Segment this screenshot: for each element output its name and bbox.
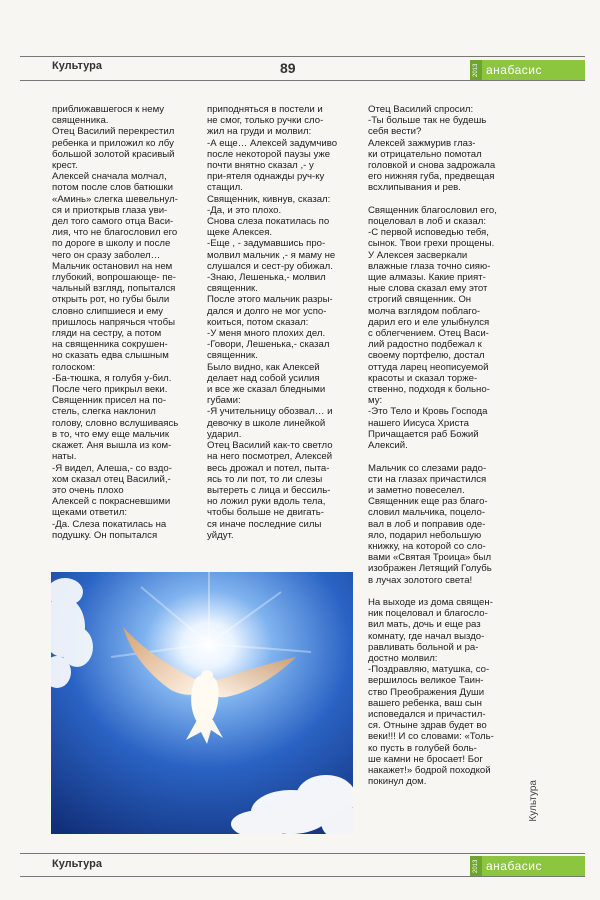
white-dove-in-sun-sky-icon	[51, 572, 353, 834]
header-rule-top	[20, 56, 585, 57]
footer-brand-year: 2013	[470, 856, 482, 876]
footer-brand-badge	[470, 856, 585, 876]
footer-rule-bottom	[20, 876, 585, 877]
footer-rule-top	[20, 853, 585, 854]
header-brand-badge	[470, 60, 585, 80]
header-section-title: Культура	[52, 60, 102, 72]
header-brand-year: 2013	[470, 60, 482, 80]
footer-section-title: Культура	[52, 858, 102, 870]
header-rule-bottom	[20, 80, 585, 81]
footer-brand-name: анабасис	[486, 859, 542, 873]
article-column-3: Отец Василий спросил: -Ты больше так не будешь себя вести? Алексей зажмурив глаз- ки отрицательно помотал головкой и снова задрожала его нижняя губа, предвещая всхлипывания и рев. Священник благословил его, поцеловал в лоб и сказал: -С первой исповедью тебя, сынок. Твои грехи прощены. У Алексея засверкали влажные глаза точно сияю- щие алмазы. Какие прият- ные слова сказал ему этот строгий священник. Он молча взглядом поблаго- дарил его и еле улыбнулся с облегчением. Отец Васи- лий радостно подбежал к своему портфелю, достал оттуда ларец неописуемой красоты и сказал торже- ственно, подходя к больно- му: -Это Тело и Кровь Господа нашего Иисуса Христа Причащается раб Божий Алексий. Мальчик со слезами радо- сти на глазах причастился и заметно повеселел. Священник еще раз благо- словил мальчика, поцело- вал в лоб и поправив оде- яло, подарил небольшую книжку, на которой со сло- вами «Святая Троица» был изображен Летящий Голубь в лучах золотого света! На выходе из дома священ- ник поцеловал и благосло- вил мать, дочь и еще раз комнату, где начал выздо- равливать больной и ра- достно молвил: -Поздравляю, матушка, со- вершилось великое Таин- ство Преображения Души вашего ребенка, ваш сын исповедался и причастил- ся. Отныне здрав будет во веки!!! И со словами: «Толь- ко пусть в голубей боль- ше камни не бросает! Бог накажет!» бодрой походкой покинул дом.	[368, 104, 497, 788]
dove-photo	[51, 572, 353, 834]
article-column-2: приподняться в постели и не смог, только ручки сло- жил на груди и молвил: -А еще… Алексей задумчиво после некоторой паузы уже почти внятно сказал ,- у при-ятеля однажды руч-ку стащил. Священник, кивнув, сказал: -Да, и это плохо. Снова слеза покатилась по щеке Алексея. -Еще , - задумавшись про- молвил мальчик ,- я маму не слушался и сест-ру обижал. -Знаю, Лешенька,- молвил священник. После этого мальчик разры- дался и долго не мог успо- коиться, потом сказал: -У меня много плохих дел. -Говори, Лешенька,- сказал священник. Было видно, как Алексей делает над собой усилия и все же сказал бледными губами: -Я учительницу обозвал… и девочку в школе линейкой ударил. Отец Василий как-то светло на него посмотрел, Алексей весь дрожал и потел, пыта- ясь то ли пот, то ли слезы вытереть с лица и бессиль- но ложил руки вдоль тела, чтобы больше не двигать- ся иначе последние силы уйдут.	[207, 104, 338, 541]
side-section-label: Культура	[528, 780, 539, 822]
header-brand-name: анабасис	[486, 63, 542, 77]
article-column-1: приближавшегося к нему священника. Отец Василий перекрестил ребенка и приложил ко лбу большой золотой красивый крест. Алексей сначала молчал, потом после слов батюшки «Аминь» слегка шевельнул- ся и приоткрыв глаза уви- дел того самого отца Васи- лия, что не благословил его по дороге в школу и после чего он сразу заболел… Мальчик остановил на нем глубокий, вопрошающе- пе- чальный взгляд, попытался открыть рот, но губы были словно слипшиеся и ему пришлось напрячься чтобы гляди на сестру, а потом на священника сокрушен- но сказать едва слышным голоском: -Ба-тюшка, я голубя у-бил. После чего прикрыл веки. Священник присел на по- стель, слегка наклонил голову, словно вслушиваясь в то, что ему еще мальчик скажет. Аня вышла из ком- наты. -Я видел, Алеша,- со вздо- хом сказал отец Василий,- это очень плохо Алексей с покрасневшими щеками ответил: -Да. Слеза покатилась на подушку. Он попытался	[52, 104, 179, 541]
page-number: 89	[280, 60, 296, 76]
